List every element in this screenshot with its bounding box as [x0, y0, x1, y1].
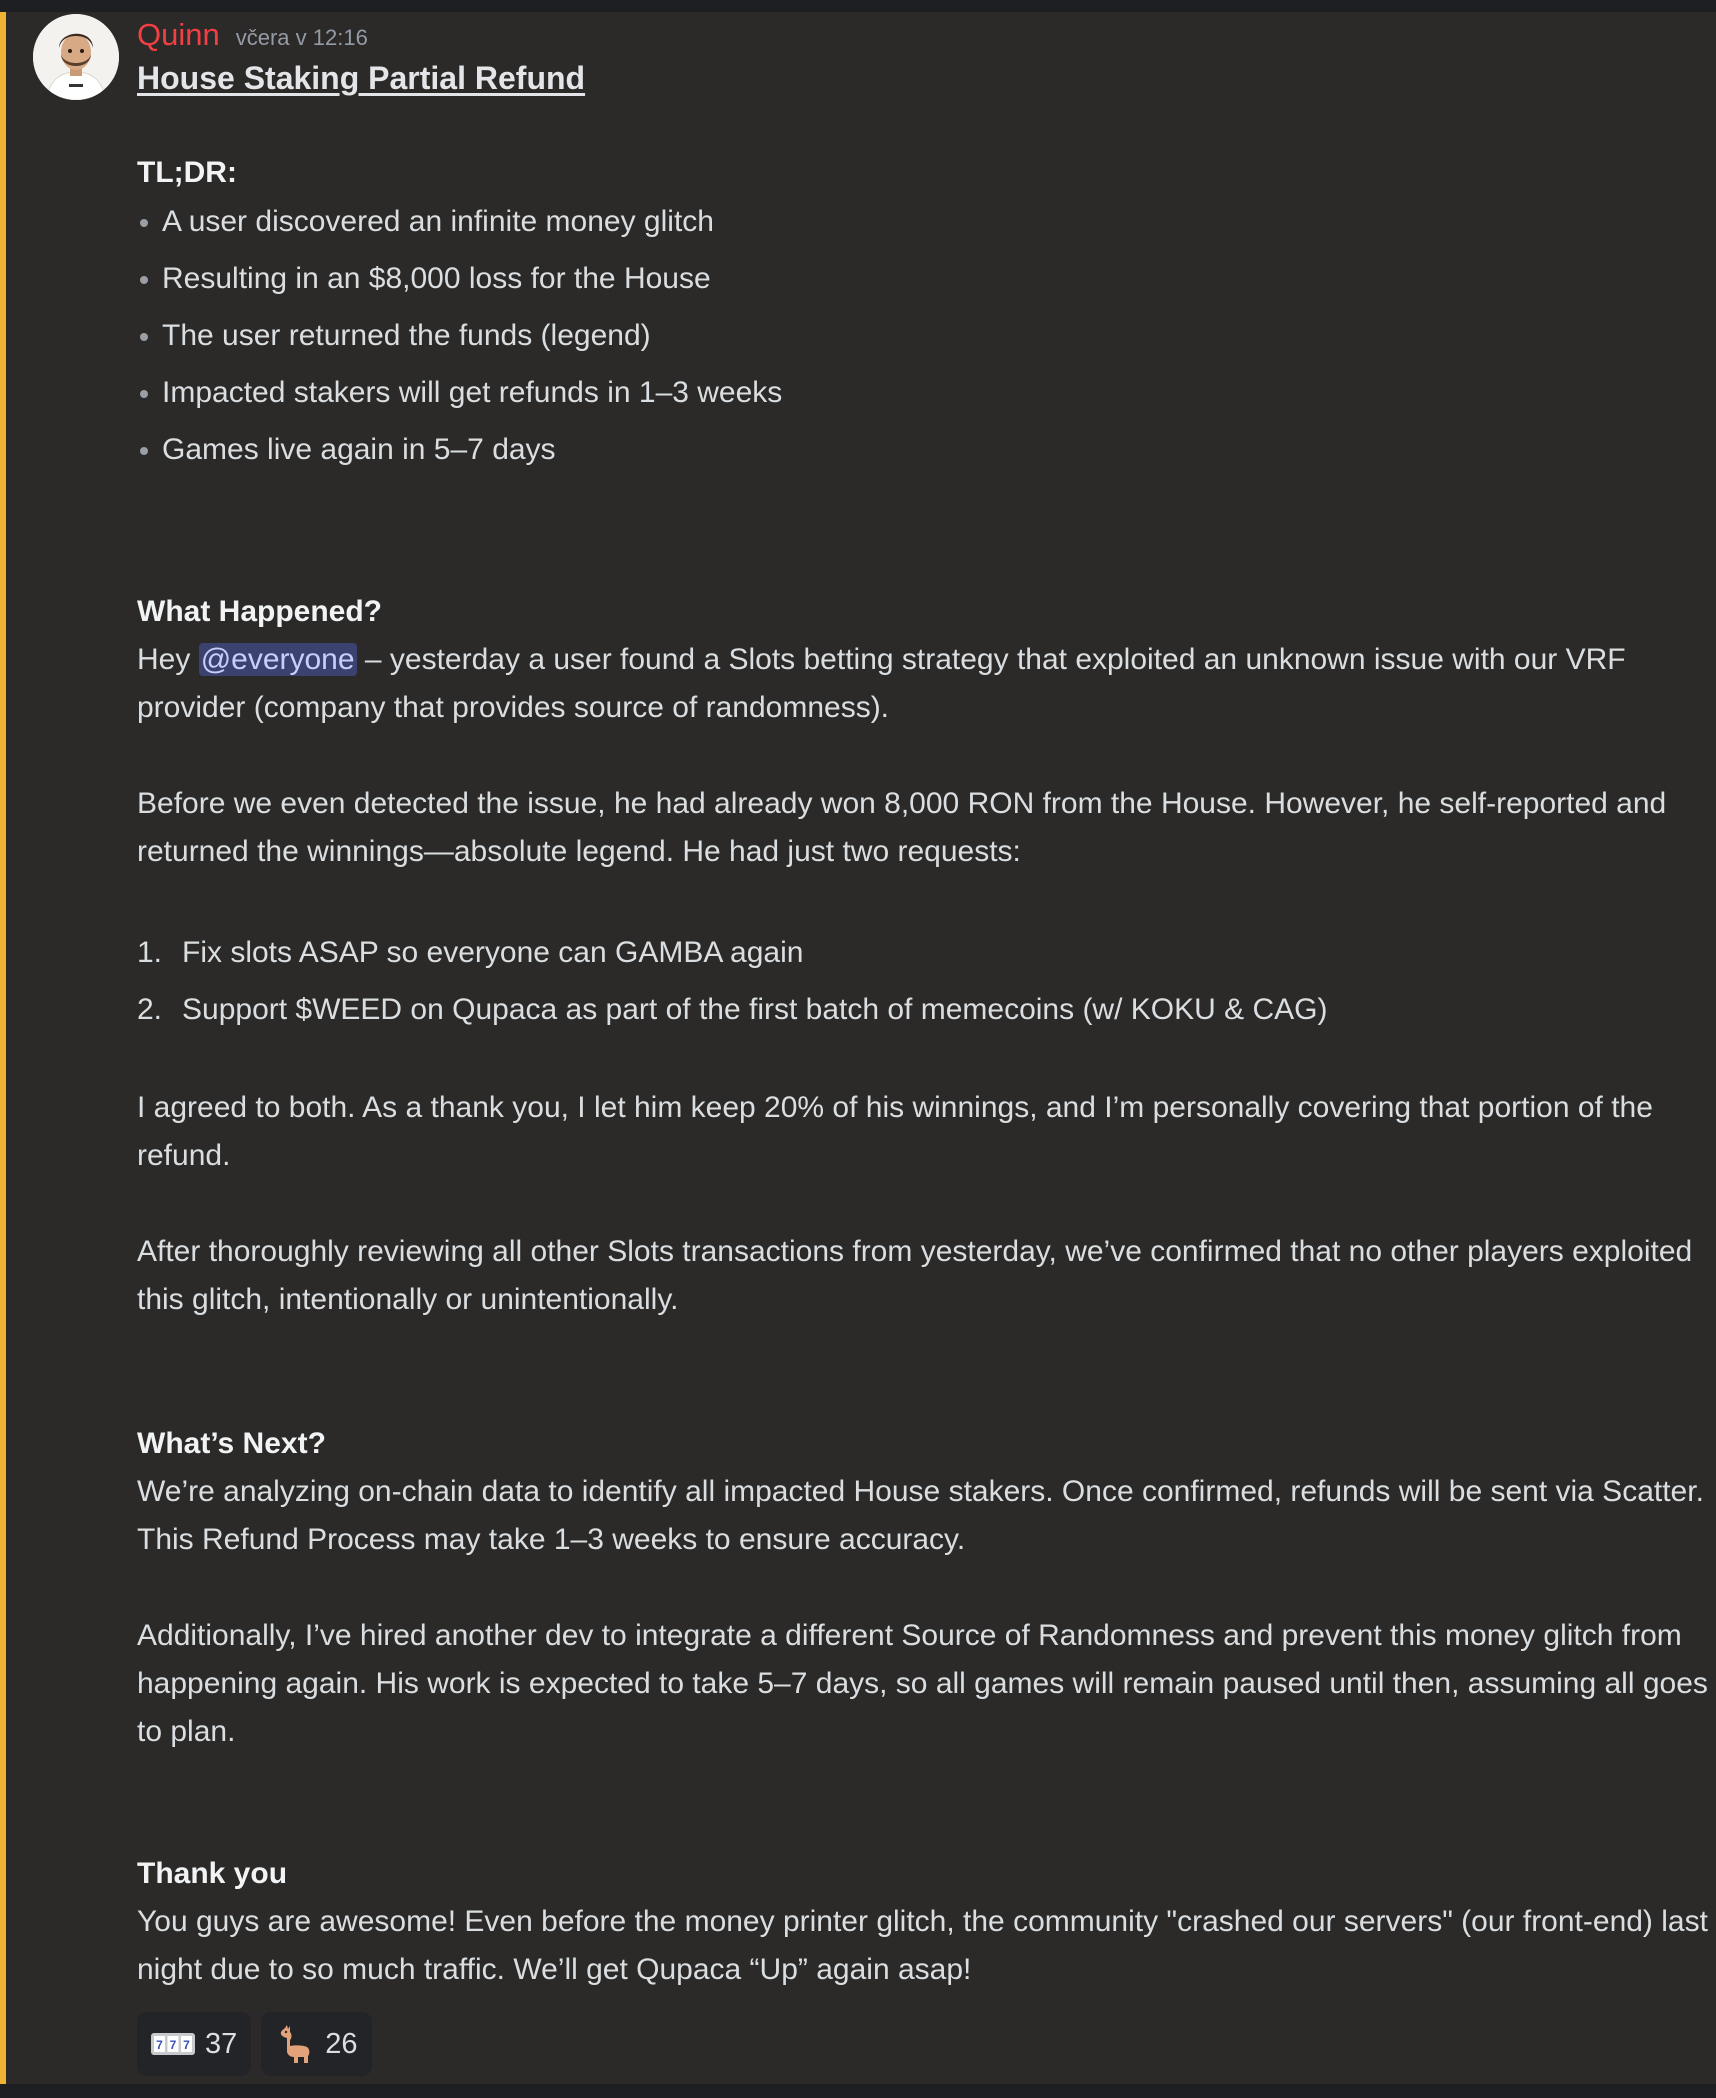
whats-next-heading: What’s Next?: [137, 1427, 326, 1460]
thank-you-paragraph: You guys are awesome! Even before the money printer glitch, the community "crashed our servers" (our front-end) last night due to so much traffic. We’ll get Qupaca “Up” again asap!: [137, 1905, 1708, 1986]
reaction-count: 26: [325, 2027, 358, 2060]
list-item: [137, 981, 1716, 1038]
list-item-text: A user discovered an infinite money glitch: [162, 205, 714, 238]
list-item-text: Resulting in an $8,000 loss for the House: [162, 262, 711, 295]
list-item: [137, 193, 1716, 250]
bullet-icon: [140, 447, 148, 455]
list-item-text: The user returned the funds (legend): [162, 319, 651, 352]
reaction-count: 37: [205, 2027, 238, 2060]
what-happened-heading: What Happened?: [137, 595, 382, 628]
list-item-text: Fix slots ASAP so everyone can GAMBA again: [182, 936, 804, 969]
text-prefix: Hey: [137, 643, 199, 676]
reaction-llama[interactable]: [261, 2012, 371, 2076]
top-edge: [0, 0, 1716, 12]
reactions-bar: [137, 2012, 1716, 2076]
list-item-text: Games live again in 5–7 days: [162, 433, 556, 466]
list-number: 2.: [137, 993, 163, 1026]
list-item: [137, 307, 1716, 364]
svg-text:7: 7: [183, 2038, 190, 2052]
whats-next-paragraph-1: We’re analyzing on-chain data to identify all impacted House stakers. Once confirmed, refunds will be sent via Scatter. This Refund Process may take 1–3 weeks to ensure accuracy.: [137, 1475, 1704, 1556]
what-happened-paragraph-3: I agreed to both. As a thank you, I let him keep 20% of his winnings, and I’m personally covering that portion of the refund.: [137, 1091, 1653, 1172]
timestamp[interactable]: včera v 12:16: [235, 25, 368, 50]
bullet-icon: [140, 333, 148, 341]
message: [0, 12, 1716, 2084]
list-item: [137, 421, 1716, 478]
text-rest: – yesterday a user found a Slots betting strategy that exploited an unknown issue with our VRF provider (company that provides source of randomness).: [137, 643, 1626, 724]
what-happened-paragraph-1: [137, 636, 1716, 732]
post-title: House Staking Partial Refund: [137, 60, 586, 96]
bullet-icon: [140, 276, 148, 284]
bottom-edge: [0, 2084, 1716, 2098]
username[interactable]: Quinn: [137, 17, 220, 52]
tldr-list: [137, 193, 1716, 478]
list-number: 1.: [137, 936, 163, 969]
avatar-portrait-icon: [33, 14, 119, 100]
everyone-mention[interactable]: @everyone: [200, 643, 355, 676]
bullet-icon: [140, 390, 148, 398]
avatar[interactable]: [33, 14, 119, 100]
list-item-text: Impacted stakers will get refunds in 1–3 weeks: [162, 376, 783, 409]
what-happened-paragraph-2: Before we even detected the issue, he had already won 8,000 RON from the House. However, he self-reported and returned the winnings—absolute legend. He had just two requests:: [137, 787, 1667, 868]
tldr-heading: TL;DR:: [137, 156, 237, 189]
requests-list: [137, 924, 1716, 1038]
list-item-text: Support $WEED on Qupaca as part of the first batch of memecoins (w/ KOKU & CAG): [182, 993, 1328, 1026]
what-happened-paragraph-4: After thoroughly reviewing all other Slots transactions from yesterday, we’ve confirmed that no other players exploited this glitch, intentionally or unintentionally.: [137, 1235, 1693, 1316]
whats-next-paragraph-2: Additionally, I’ve hired another dev to integrate a different Source of Randomness and prevent this money glitch from happening again. His work is expected to take 5–7 days, so all games will remain paused until then, assuming all goes to plan.: [137, 1619, 1708, 1748]
thank-you-heading: Thank you: [137, 1857, 288, 1890]
list-item: [137, 250, 1716, 307]
message-content: [137, 12, 1716, 2076]
list-item: [137, 924, 1716, 981]
reaction-slot-machine[interactable]: [137, 2012, 251, 2076]
list-item: [137, 364, 1716, 421]
slot-machine-777-icon: [151, 2031, 195, 2057]
bullet-icon: [140, 219, 148, 227]
llama-icon: [275, 2024, 315, 2064]
svg-text:7: 7: [169, 2038, 177, 2052]
message-header: [137, 12, 1716, 56]
svg-text:7: 7: [156, 2038, 163, 2052]
